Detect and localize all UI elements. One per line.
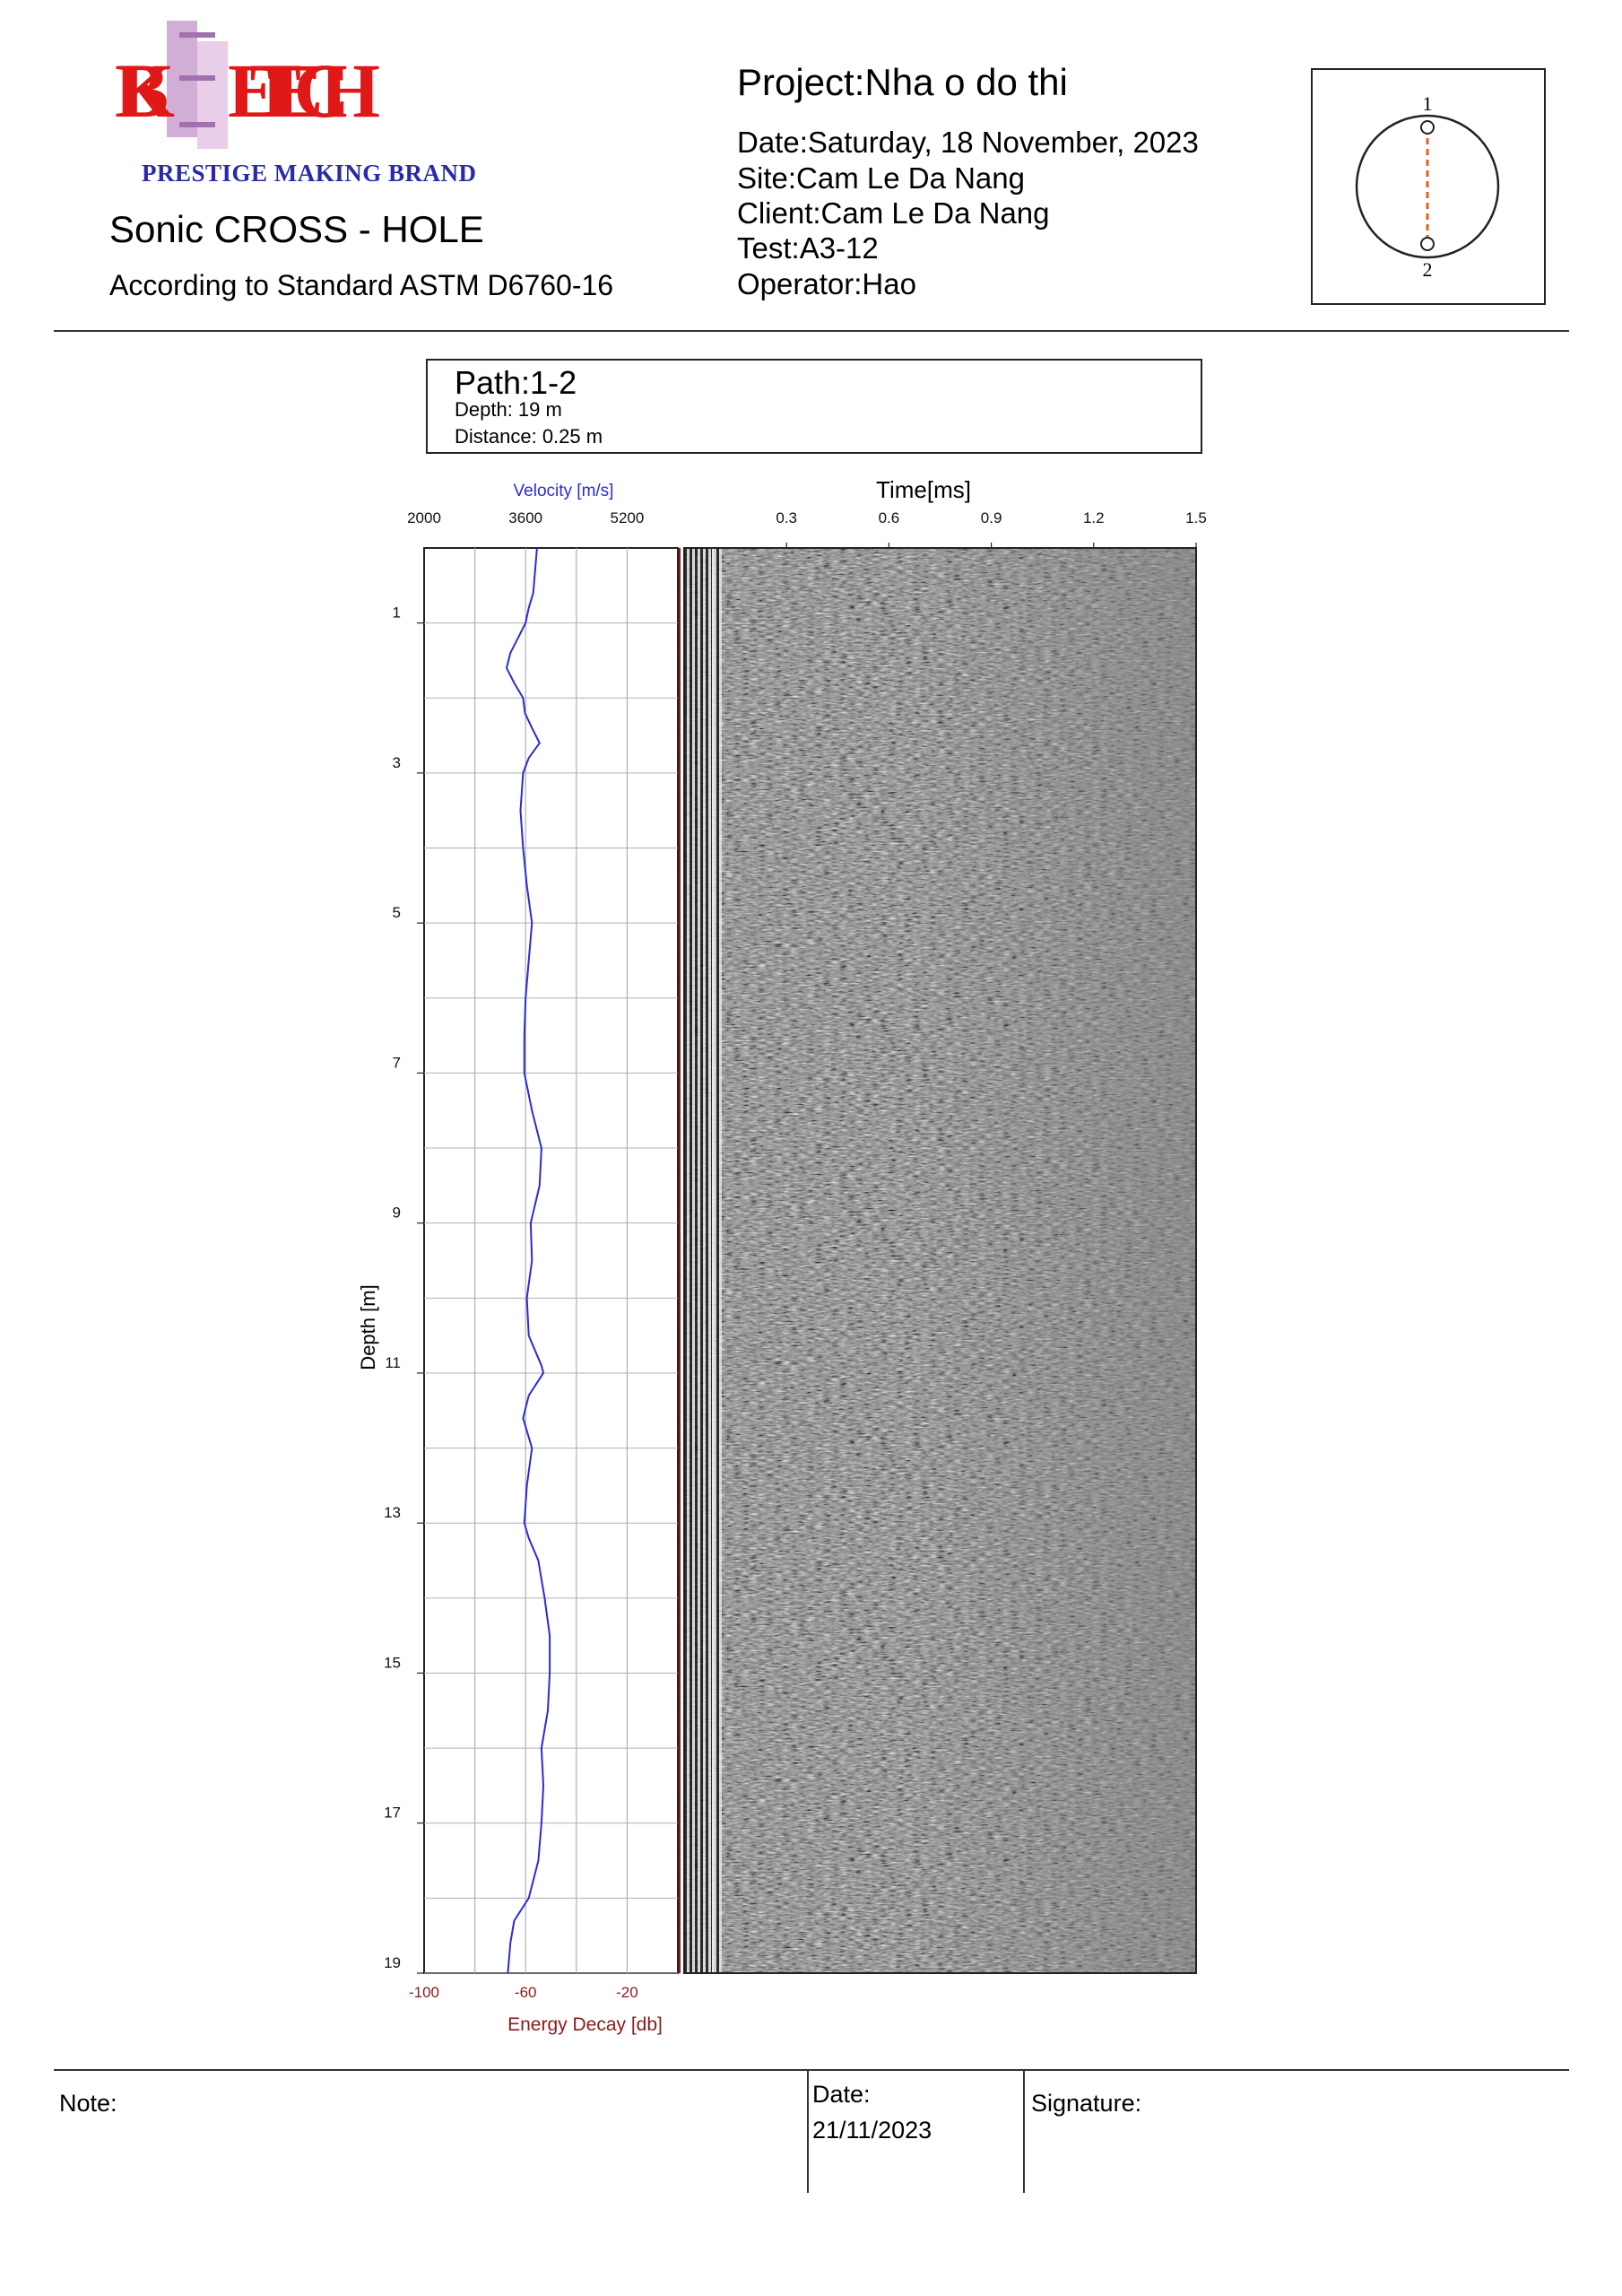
report-standard: According to Standard ASTM D6760-16 (109, 269, 614, 301)
depth-tick-label: 1 (392, 604, 401, 622)
time-tick-label: 1.5 (1185, 509, 1207, 526)
depth-tick-label: 17 (384, 1804, 401, 1822)
test-id: Test:A3-12 (737, 231, 879, 265)
waveform-attenuation (684, 548, 1196, 1973)
tube-2-label: 2 (1422, 258, 1433, 281)
depth-tick-label: 5 (392, 904, 401, 922)
depth-axis-label: Depth [m] (357, 1284, 379, 1370)
depth-tick-label: 15 (384, 1654, 401, 1672)
depth-tick-label: 13 (384, 1504, 401, 1522)
path-distance: Distance: 0.25 m (455, 425, 603, 448)
velocity-tick-label: 3600 (508, 509, 543, 526)
depth-tick-label: 7 (392, 1054, 401, 1072)
client-name: Client:Cam Le Da Nang (737, 196, 1050, 230)
footer-divider (54, 2069, 1569, 2071)
time-tick-label: 0.3 (776, 509, 798, 526)
depth-tick-label: 3 (392, 753, 401, 771)
report-date: Date:Saturday, 18 November, 2023 (737, 126, 1199, 159)
path-title: Path:1-2 (455, 364, 577, 401)
note-label: Note: (59, 2090, 117, 2117)
tube-1-label: 1 (1422, 92, 1433, 115)
footer-date-label: Date: (812, 2081, 871, 2108)
velocity-tick-label: 2000 (407, 509, 441, 526)
time-tick-label: 1.2 (1082, 509, 1105, 526)
footer-separator-2 (1023, 2069, 1025, 2193)
velocity-tick-label: 5200 (610, 509, 645, 526)
energy-axis-label: Energy Decay [db] (507, 2014, 663, 2035)
time-tick-label: 0.6 (878, 509, 900, 526)
operator-name: Operator:Hao (737, 267, 916, 300)
svg-text:ETECH: ETECH (228, 48, 380, 134)
energy-tick-label: -100 (408, 1984, 440, 2001)
energy-tick-label: -20 (616, 1984, 638, 2001)
velocity-axis-label: Velocity [m/s] (513, 482, 614, 500)
footer-date-value: 21/11/2023 (812, 2117, 932, 2144)
depth-tick-label: 11 (385, 1353, 401, 1371)
project-title: Project:Nha o do thi (737, 61, 1068, 103)
energy-tick-label: -60 (514, 1984, 537, 2001)
signature-label: Signature: (1031, 2090, 1142, 2117)
velocity-plot-area (424, 548, 678, 1973)
footer-separator-1 (807, 2069, 809, 2193)
depth-tick-label: 9 (392, 1204, 401, 1222)
path-depth: Depth: 19 m (455, 398, 562, 421)
site-name: Site:Cam Le Da Nang (737, 161, 1025, 195)
time-axis-label: Time[ms] (876, 476, 971, 503)
report-title: Sonic CROSS - HOLE (109, 208, 484, 250)
logo-tagline: PRESTIGE MAKING BRAND (142, 160, 477, 187)
time-tick-label: 0.9 (980, 509, 1002, 526)
svg-text:BK: BK (115, 48, 175, 134)
depth-tick-label: 19 (384, 1954, 401, 1971)
